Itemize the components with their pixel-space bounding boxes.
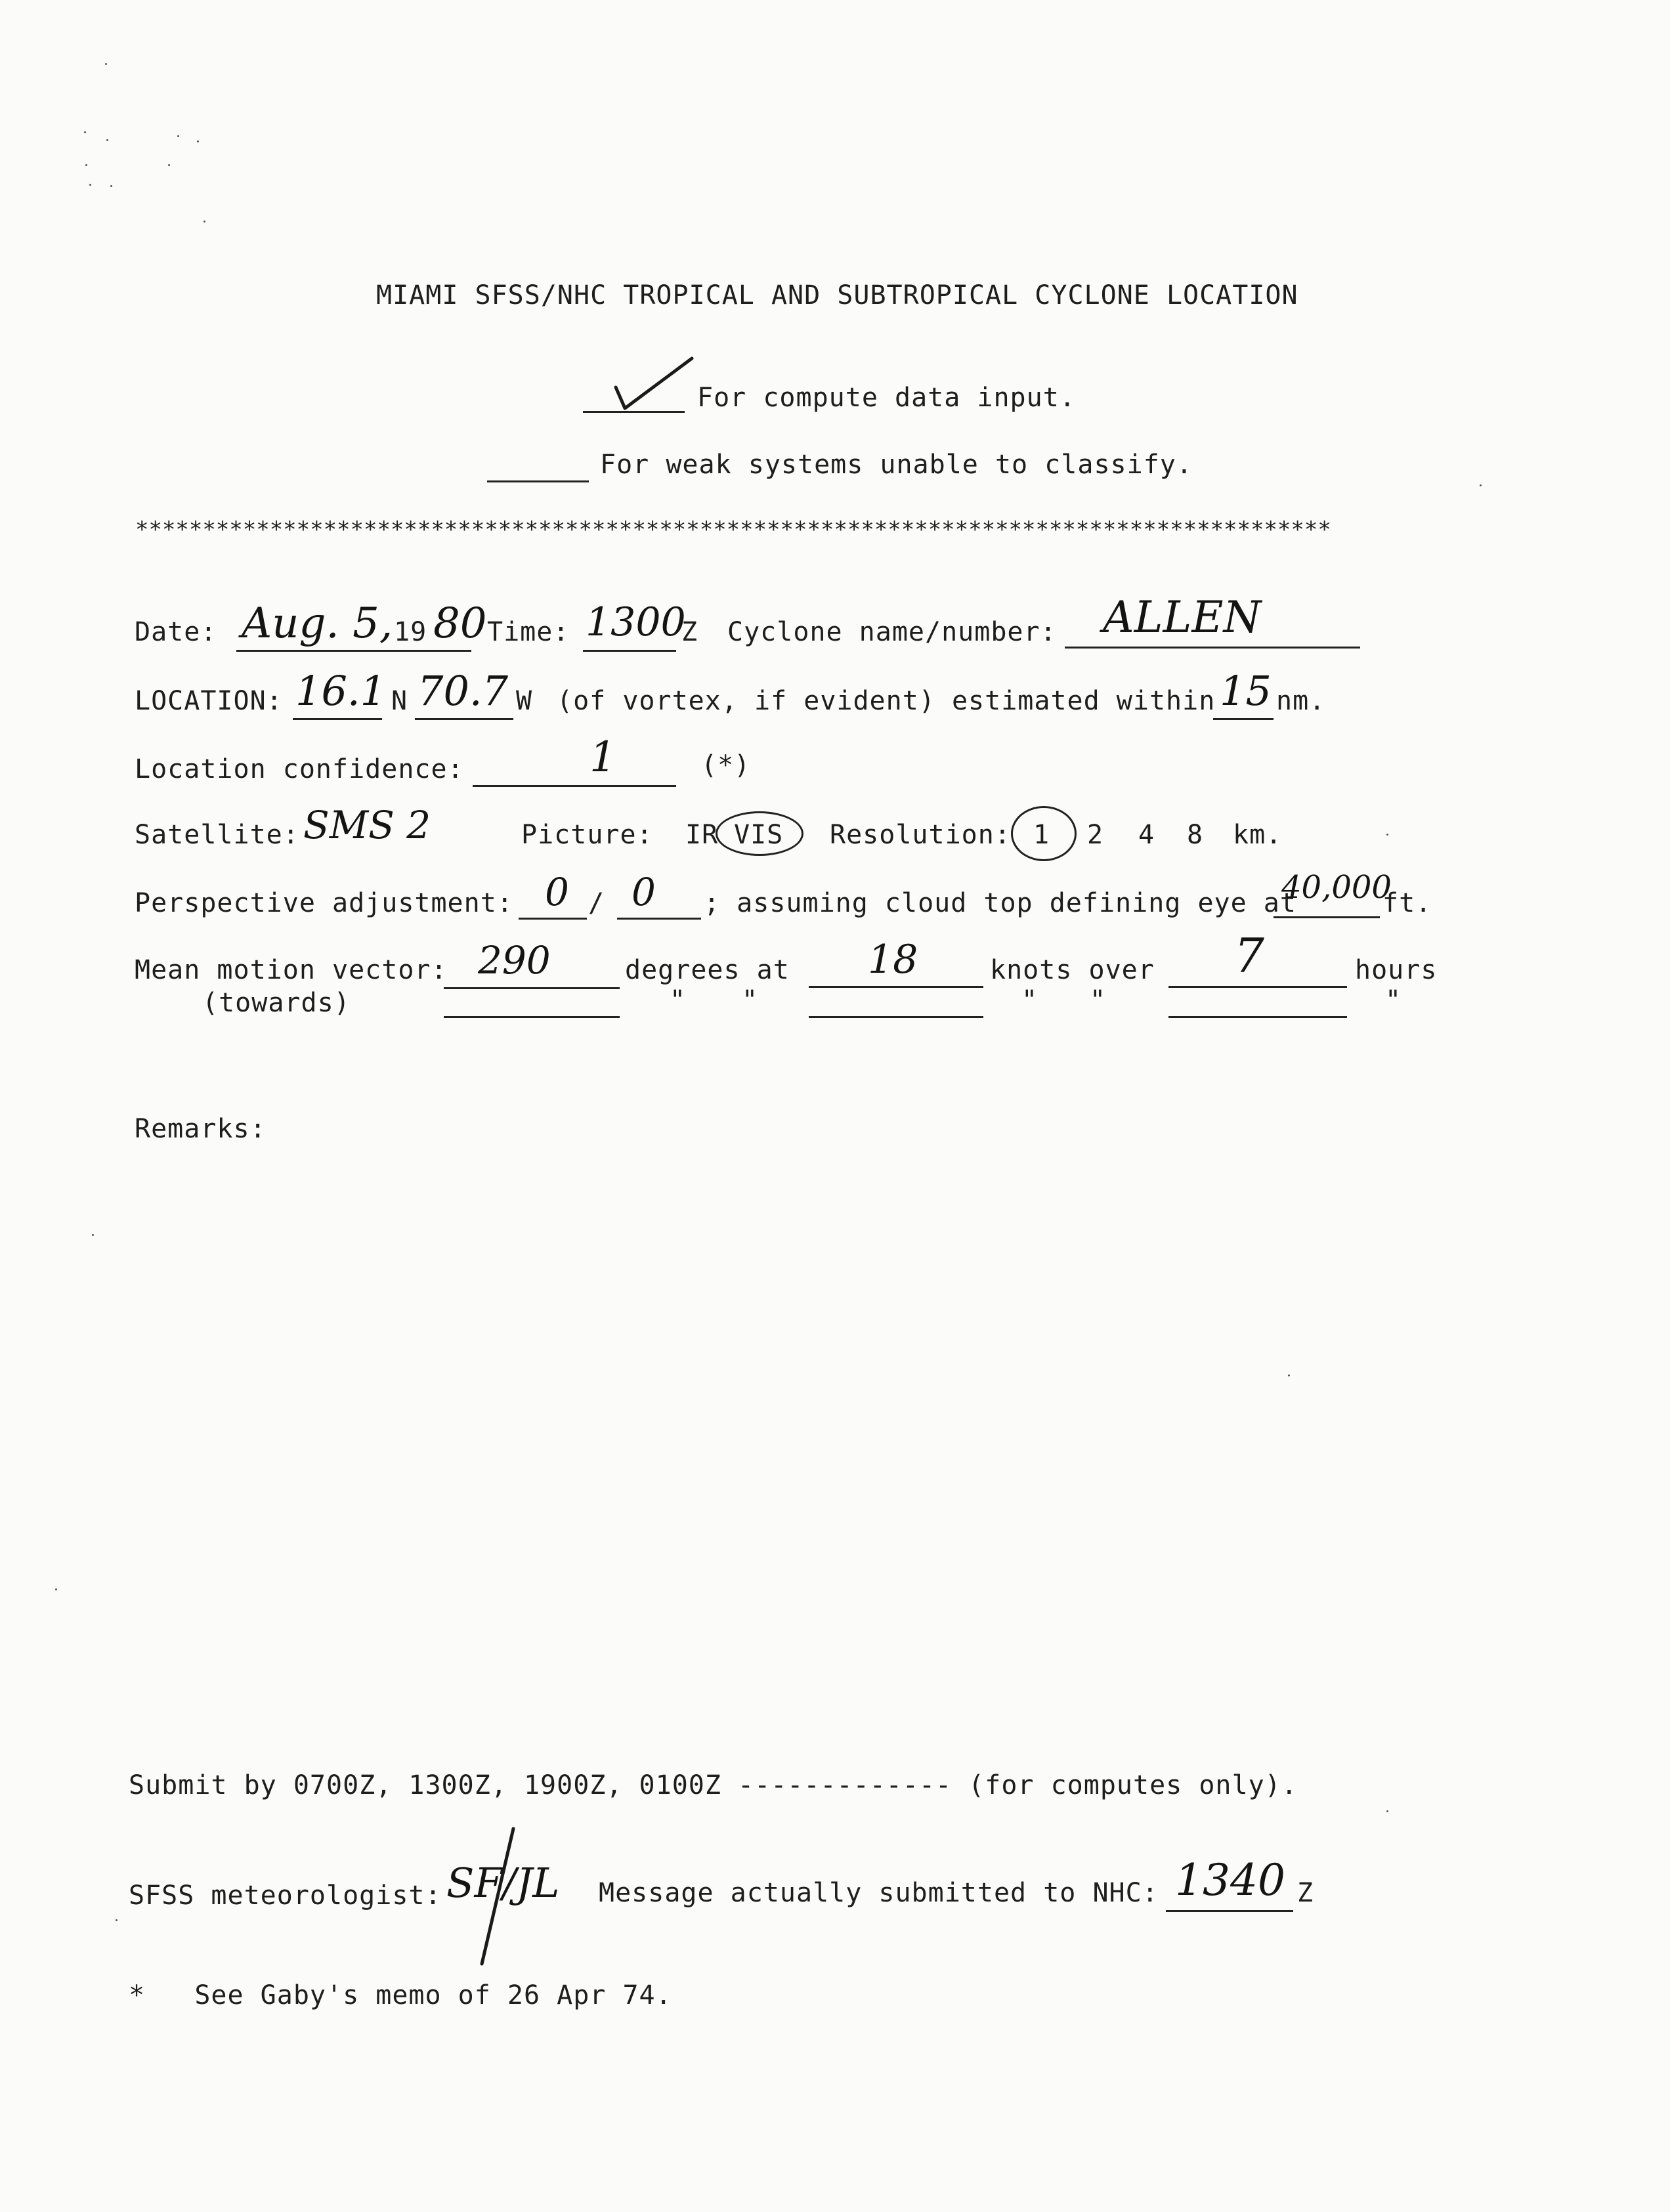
footnote: * See Gaby's memo of 26 Apr 74. — [129, 1980, 672, 2010]
remarks-label: Remarks: — [135, 1114, 267, 1144]
eye-height-underline — [1274, 916, 1380, 918]
scan-speck — [55, 1588, 57, 1590]
picture-ir-option[interactable]: IR — [685, 820, 719, 850]
picture-label: Picture: — [521, 820, 653, 850]
hours-label: hours — [1355, 955, 1438, 985]
scan-speck — [105, 63, 107, 65]
compute-option-label: For compute data input. — [697, 383, 1076, 413]
towards-hours-underline[interactable] — [1168, 1016, 1347, 1018]
location-label: LOCATION: — [135, 686, 283, 716]
scan-speck — [106, 139, 108, 141]
date-year-value[interactable]: 80 — [433, 599, 487, 648]
perspective-slash: / — [588, 888, 605, 918]
ft-label: ft. — [1382, 888, 1432, 918]
scan-speck — [203, 221, 205, 223]
confidence-note: (*) — [701, 750, 751, 780]
resolution-option-8[interactable]: 8 — [1187, 820, 1204, 850]
ditto-mark: " — [670, 985, 687, 1015]
time-label: Time: — [487, 617, 570, 647]
scan-speck — [1386, 1810, 1388, 1812]
perspective-value-2[interactable]: 0 — [632, 870, 656, 914]
motion-hours-underline — [1168, 986, 1347, 988]
latitude-suffix: N — [391, 686, 408, 716]
scan-speck — [116, 1919, 118, 1921]
scan-speck — [1288, 1374, 1290, 1376]
perspective-value-1[interactable]: 0 — [545, 870, 569, 914]
resolution-option-1[interactable]: 1 — [1033, 820, 1050, 850]
perspective-underline-2 — [617, 918, 701, 920]
scan-speck — [85, 164, 87, 166]
date-label: Date: — [135, 617, 217, 647]
ditto-mark: " — [742, 985, 759, 1015]
scan-speck — [89, 184, 91, 186]
date-year-prefix: 19 — [394, 617, 427, 647]
latitude-underline — [293, 718, 382, 720]
cyclone-name-value[interactable]: ALLEN — [1103, 592, 1262, 643]
motion-hours-value[interactable]: 7 — [1234, 928, 1264, 983]
resolution-option-2[interactable]: 2 — [1087, 820, 1104, 850]
message-time-underline — [1166, 1910, 1293, 1912]
motion-knots-value[interactable]: 18 — [868, 937, 918, 983]
message-time-suffix: Z — [1297, 1878, 1314, 1908]
nm-label: nm. — [1276, 686, 1326, 716]
scan-speck — [92, 1234, 94, 1236]
time-suffix: Z — [681, 617, 698, 647]
checkmark-icon — [610, 354, 696, 414]
message-time-value[interactable]: 1340 — [1175, 1855, 1285, 1905]
satellite-label: Satellite: — [135, 820, 299, 850]
confidence-label: Location confidence: — [135, 754, 464, 784]
motion-degrees-underline — [444, 987, 620, 989]
estimate-within-value[interactable]: 15 — [1220, 667, 1272, 715]
satellite-value[interactable]: SMS 2 — [303, 803, 431, 847]
weak-option-blank[interactable] — [487, 480, 589, 482]
scan-speck — [177, 135, 179, 137]
message-submitted-label: Message actually submitted to NHC: — [599, 1878, 1159, 1908]
cyclone-label: Cyclone name/number: — [727, 617, 1057, 647]
motion-label: Mean motion vector: — [135, 955, 448, 985]
longitude-suffix: W — [516, 686, 533, 716]
longitude-underline — [415, 718, 513, 720]
perspective-label: Perspective adjustment: — [135, 888, 513, 918]
date-month-day-value[interactable]: Aug. 5, — [242, 599, 393, 648]
eye-height-value[interactable]: 40,000 — [1281, 869, 1392, 906]
scan-speck — [168, 164, 170, 166]
ditto-mark: " — [1090, 985, 1107, 1015]
motion-degrees-value[interactable]: 290 — [478, 938, 551, 983]
confidence-value[interactable]: 1 — [589, 733, 616, 782]
motion-knots-underline — [809, 986, 983, 988]
scan-speck — [110, 185, 112, 187]
degrees-at-label: degrees at — [625, 955, 790, 985]
cyclone-underline — [1065, 647, 1360, 649]
confidence-underline — [473, 785, 676, 787]
towards-knots-underline[interactable] — [809, 1016, 983, 1018]
scan-speck — [1386, 834, 1388, 836]
time-value[interactable]: 1300 — [586, 599, 686, 645]
form-title: MIAMI SFSS/NHC TROPICAL AND SUBTROPICAL CYCLONE LOCATION — [376, 280, 1298, 310]
submit-instructions: Submit by 0700Z, 1300Z, 1900Z, 0100Z ------------- (for computes only). — [129, 1770, 1298, 1800]
scan-speck — [1480, 484, 1482, 486]
date-underline — [236, 650, 471, 652]
towards-label: (towards) — [202, 988, 351, 1018]
latitude-value[interactable]: 16.1 — [295, 667, 387, 715]
weak-option-label: For weak systems unable to classify. — [600, 450, 1193, 480]
vortex-text: (of vortex, if evident) estimated within — [557, 686, 1216, 716]
km-label: km. — [1233, 820, 1283, 850]
longitude-value[interactable]: 70.7 — [418, 667, 509, 715]
picture-vis-option[interactable]: VIS — [734, 820, 784, 850]
ditto-mark: " — [1385, 985, 1402, 1015]
scan-speck — [84, 131, 86, 133]
perspective-text: ; assuming cloud top defining eye at — [704, 888, 1296, 918]
time-underline — [583, 650, 676, 652]
scan-speck — [197, 140, 199, 142]
asterisk-separator: ***************************************************************************************** — [135, 519, 1331, 541]
meteorologist-initials[interactable]: SF/JL — [446, 1859, 560, 1907]
knots-over-label: knots over — [990, 955, 1155, 985]
ditto-mark: " — [1021, 985, 1038, 1015]
resolution-label: Resolution: — [830, 820, 1011, 850]
meteorologist-label: SFSS meteorologist: — [129, 1881, 442, 1911]
resolution-option-4[interactable]: 4 — [1138, 820, 1155, 850]
signature-stroke — [467, 1825, 526, 1969]
within-underline — [1213, 718, 1274, 720]
towards-degrees-underline[interactable] — [444, 1016, 620, 1018]
perspective-underline-1 — [519, 918, 587, 920]
